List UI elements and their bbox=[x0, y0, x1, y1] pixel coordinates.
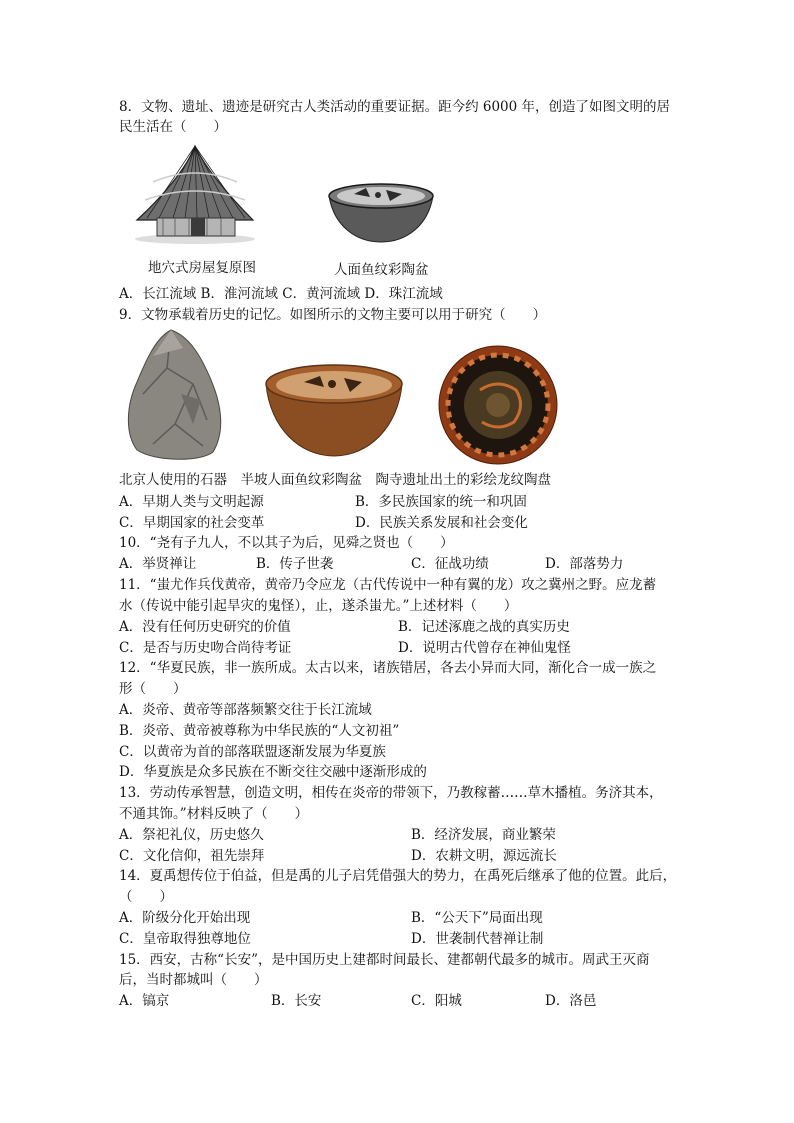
q11-stem-line1: 11．“蚩尤作兵伐黄帝，黄帝乃令应龙（古代传说中一种有翼的龙）攻之冀州之野。应龙蓄 bbox=[119, 577, 657, 593]
q9-captions: 北京人使用的石器 半坡人面鱼纹彩陶盆 陶寺遗址出土的彩绘龙纹陶盘 bbox=[119, 472, 551, 488]
q14-option-a: A．阶级分化开始出现 bbox=[119, 910, 251, 926]
q14-option-c: C．皇帝取得独尊地位 bbox=[119, 931, 251, 947]
q11-stem-line2: 水（传说中能引起旱灾的鬼怪），止，遂杀蚩尤。”上述材料（ ） bbox=[119, 598, 518, 614]
q14-option-d: D．世袭制代替禅让制 bbox=[411, 931, 544, 947]
taosi-dragon-plate-photo bbox=[436, 344, 560, 466]
q12-option-a: A．炎帝、黄帝等部落频繁交往于长江流域 bbox=[119, 702, 372, 718]
q14-stem-line1: 14．夏禹想传位于伯益，但是禹的儿子启凭借强大的势力，在禹死后继承了他的位置。此后， bbox=[119, 868, 677, 884]
q12-option-c: C．以黄帝为首的部落联盟逐渐发展为华夏族 bbox=[119, 744, 386, 760]
q8-stem-line1: 8．文物、遗址、遗迹是研究古人类活动的重要证据。距今约 6000 年，创造了如图文明的居 bbox=[119, 99, 671, 115]
q10-stem: 10．“尧有子九人，不以其子为后，见舜之贤也（ ） bbox=[119, 535, 454, 551]
q10-option-b: B．传子世袭 bbox=[256, 556, 334, 572]
q15-option-c: C．阳城 bbox=[411, 993, 462, 1009]
fish-face-basin-illustration bbox=[326, 180, 436, 246]
q10-option-d: D．部落势力 bbox=[545, 556, 624, 572]
q11-option-a: A．没有任何历史研究的价值 bbox=[119, 619, 291, 635]
q12-option-d: D．华夏族是众多民族在不断交往交融中逐渐形成的 bbox=[119, 764, 427, 780]
q9-option-b: B．多民族国家的统一和巩固 bbox=[355, 494, 527, 510]
q9-option-c: C．早期国家的社会变革 bbox=[119, 515, 265, 531]
q14-option-b: B．“公天下”局面出现 bbox=[411, 910, 543, 926]
q13-option-a: A．祭祀礼仪，历史悠久 bbox=[119, 827, 264, 843]
q13-option-b: B．经济发展，商业繁荣 bbox=[411, 827, 556, 843]
q15-stem-line2: 后，当时都城叫（ ） bbox=[119, 972, 268, 988]
q8-options: A．长江流域 B．淮河流域 C．黄河流域 D．珠江流域 bbox=[119, 286, 443, 302]
pit-house-illustration bbox=[133, 142, 261, 246]
q14-stem-line2: （ ） bbox=[119, 889, 173, 905]
q11-option-c: C．是否与历史吻合尚待考证 bbox=[119, 640, 292, 656]
q12-option-b: B．炎帝、黄帝被尊称为中华民族的“人文初祖” bbox=[119, 723, 400, 739]
q12-stem-line1: 12．“华夏民族，非一族所成。太古以来，诸族错居，各去小异而大同，渐化合一成一族之 bbox=[119, 660, 657, 676]
q13-option-c: C．文化信仰，祖先崇拜 bbox=[119, 848, 265, 864]
q8-stem-line2: 民生活在（ ） bbox=[119, 119, 227, 135]
q8-caption-house: 地穴式房屋复原图 bbox=[148, 260, 256, 276]
q11-option-b: B．记述涿鹿之战的真实历史 bbox=[398, 619, 570, 635]
q9-option-d: D．民族关系发展和社会变化 bbox=[355, 515, 528, 531]
banpo-basin-photo bbox=[262, 362, 405, 460]
q12-stem-line2: 形（ ） bbox=[119, 681, 187, 697]
q13-stem-line2: 不通其饰。”材料反映了（ ） bbox=[119, 806, 309, 822]
q15-option-b: B．长安 bbox=[271, 993, 322, 1009]
q8-caption-basin: 人面鱼纹彩陶盆 bbox=[334, 262, 429, 278]
q9-stem: 9．文物承载着历史的记忆。如图所示的文物主要可以用于研究（ ） bbox=[119, 307, 547, 323]
q15-stem-line1: 15．西安，古称“长安”，是中国历史上建都时间最长、建都朝代最多的城市。周武王灭商 bbox=[119, 952, 650, 968]
q9-option-a: A．早期人类与文明起源 bbox=[119, 494, 264, 510]
q15-option-a: A．镐京 bbox=[119, 993, 170, 1009]
q13-option-d: D．农耕文明，源远流长 bbox=[411, 848, 557, 864]
q10-option-c: C．征战功绩 bbox=[411, 556, 489, 572]
q10-option-a: A．举贤禅让 bbox=[119, 556, 197, 572]
stone-tool-illustration bbox=[123, 328, 228, 462]
q13-stem-line1: 13．劳动传承智慧，创造文明，相传在炎帝的带领下，乃教稼蓄……草木播植。务济其本， bbox=[119, 785, 663, 801]
q15-option-d: D．洛邑 bbox=[545, 993, 597, 1009]
q11-option-d: D．说明古代曾存在神仙鬼怪 bbox=[398, 640, 571, 656]
